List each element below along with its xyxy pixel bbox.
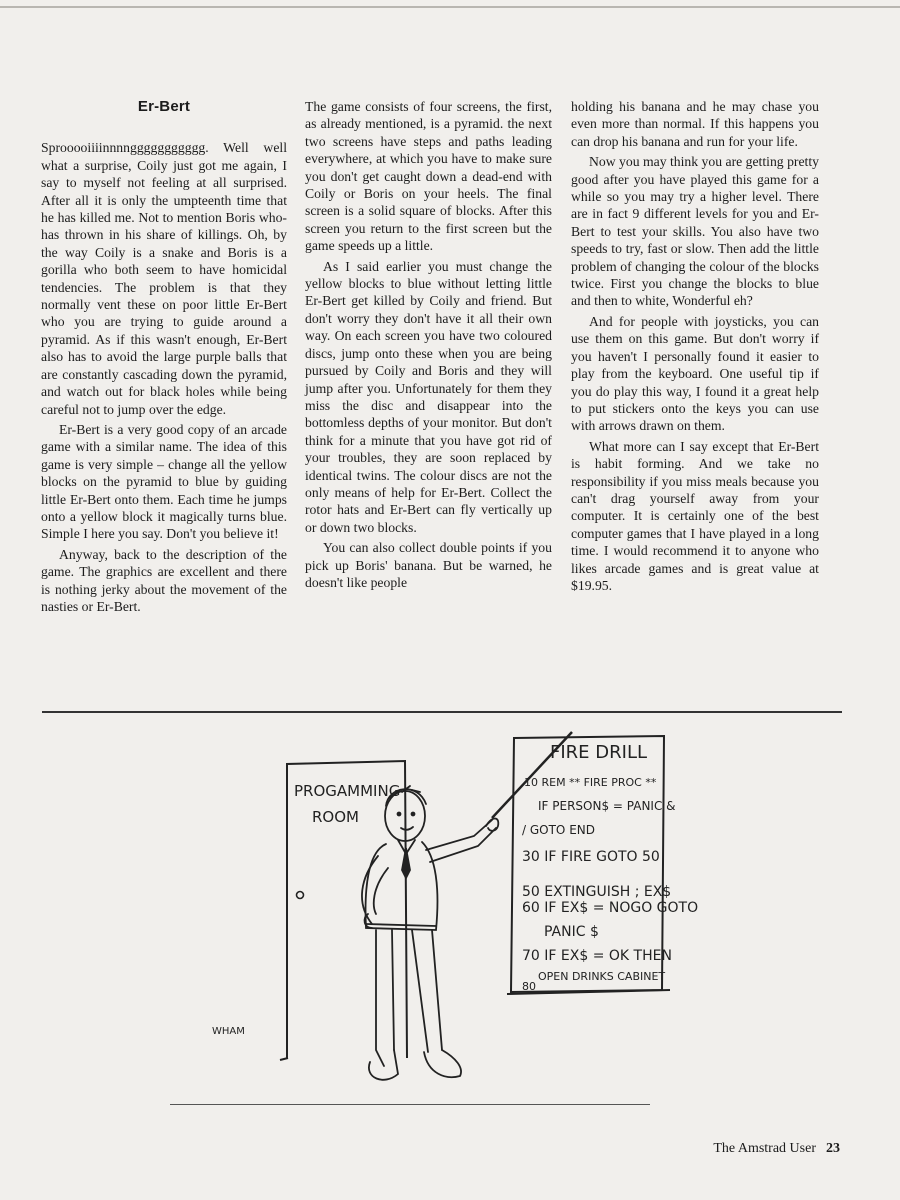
presenter-figure [362, 786, 498, 1080]
board-line: OPEN DRINKS CABINET [538, 970, 666, 983]
board-line: PANIC $ [544, 924, 599, 940]
paragraph: The game consists of four screens, the first, as already mentioned, is a pyramid. the next two screens have steps and paths leading everywhere, at which you have to make sure you don't get caught down a dead-end with Coily or Boris on your heels. The final screen is a solid square of blocks. After this screen you return to the first screen but the game speeds up a little. [305, 99, 552, 254]
page-footer [713, 1141, 840, 1157]
board-line: 30 IF FIRE GOTO 50 [522, 849, 660, 865]
publication-name: The Amstrad User [713, 1141, 816, 1156]
paragraph: You can also collect double points if you pick up Boris' banana. But be warned, he doesn't like people [305, 540, 552, 590]
board-line: 80 [522, 980, 536, 993]
page-number: 23 [826, 1141, 840, 1156]
board-title: FIRE DRILL [550, 742, 647, 763]
page-top-edge [0, 6, 900, 8]
board-line: 60 IF EX$ = NOGO GOTO [522, 900, 699, 916]
door-knob [297, 892, 304, 899]
door-sign-line-1: PROGAMMING [294, 782, 401, 800]
divider-rule [42, 711, 842, 713]
divider-rule [170, 1104, 650, 1105]
board-line: 10 REM ** FIRE PROC ** [524, 776, 657, 789]
wham-label: WHAM [212, 1026, 245, 1037]
door-sign-line-2: ROOM [312, 808, 359, 826]
door [280, 761, 407, 1060]
fire-drill-cartoon [212, 728, 740, 1098]
paragraph: Sprooooiiiinnnnggggggggggg. Well well what a surprise, Coily just got me again, I say to myself not feeling at all surprised. After all it is only the umpteenth time that he has killed me. Not to mention Boris who-has thrown in his share of killings. Oh, by the way Coily is a snake and Boris is a gorilla who both seem to have homicidal tendencies. The problem is that they normally vent these on poor little Er-Bert who you are trying to guide around a pyramid. As if this wasn't enough, Er-Bert also has to avoid the large purple balls that are constantly cascading down the pyramid, and watch out for black holes while being careful not to jump over the edge. [41, 140, 287, 417]
paragraph: What more can I say except that Er-Bert is habit forming. And we take no responsibility if you miss meals because you can't drag yourself away from your computer. It is certainly one of the best computer games that I have played in a long time. I would recommend it to anyone who likes arcade games and is great value at $19.95. [571, 438, 819, 593]
article-column-1 [41, 98, 287, 615]
paragraph: And for people with joysticks, you can use them on this game. But don't worry if you haven't I personally found it easier to play from the keyboard. One useful tip if you do play this way, I found it a great help to put stickers onto the keys you can use with arrows drawn on them. [571, 313, 819, 434]
article-title: Er-Bert [137, 98, 191, 115]
article-column-3 [571, 98, 819, 594]
paragraph: As I said earlier you must change the yellow blocks to blue without letting little Er-Bert get killed by Coily and friend. But don't worry they don't have it all their own way. On each screen you have two coloured discs, jump onto these when you are being pursued by Coily and Boris and they will jump after you. Unfortunately for them they miss the disc and disappear into the bottomless depths of your monitor. But don't think for a minute that you have got rid of your troubles, they are soon replaced by identical twins. The colour discs are not the only means of help for Er-Bert. Collect the rotor hats and Er-Bert can fly vertically up or down two blocks. [305, 258, 552, 535]
board-line: / GOTO END [522, 823, 595, 837]
paragraph: Er-Bert is a very good copy of an arcade game with a similar name. The idea of this game is very simple – change all the yellow blocks on the pyramid to blue by guiding little Er-Bert onto them. Each time he jumps onto a yellow block it magically turns blue. Simple I here you say. Don't you believe it! [41, 421, 287, 542]
board-line: 50 EXTINGUISH ; EX$ [522, 884, 672, 900]
paragraph: Anyway, back to the description of the game. The graphics are excellent and there is nothing jerky about the movement of the nasties or Er-Bert. [41, 546, 287, 614]
board-line: 70 IF EX$ = OK THEN [522, 948, 672, 964]
paragraph: Now you may think you are getting pretty good after you have played this game for a while so you may try a higher level. There are in fact 9 different levels for you and Er-Bert to test your skills. You also have two speeds to try, fast or slow. Then add the little problem of changing the colour of the blocks twice. First you change the blocks to blue and then to white, Wonderful eh? [571, 154, 819, 309]
article-column-2 [305, 98, 552, 591]
paragraph: holding his banana and he may chase you even more than normal. If this happens you can drop his banana and run for your life. [571, 99, 819, 149]
board-line: IF PERSON$ = PANIC & [538, 799, 676, 813]
